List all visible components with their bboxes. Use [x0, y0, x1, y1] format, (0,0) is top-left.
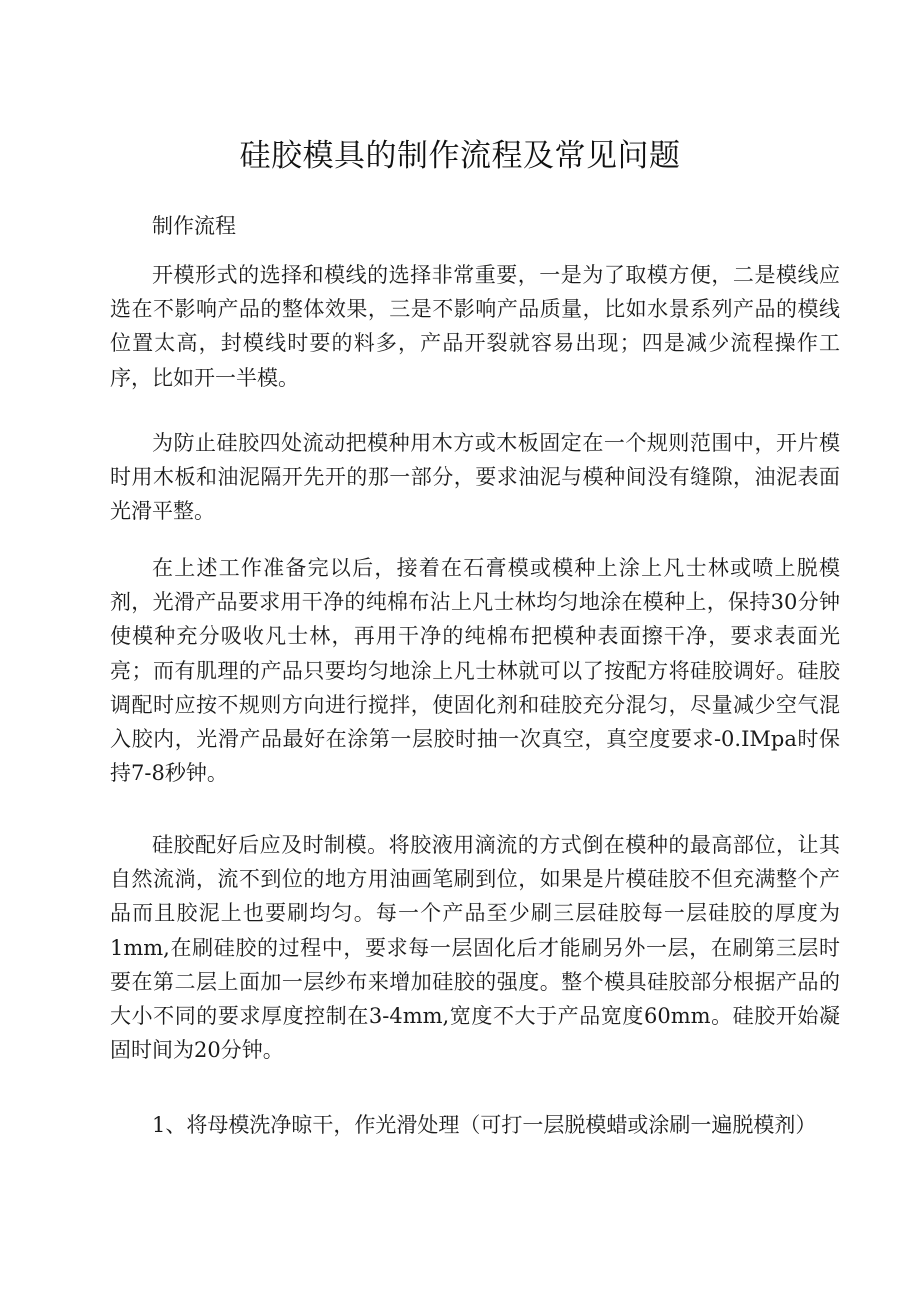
paragraph: 硅胶配好后应及时制模。将胶液用滴流的方式倒在模种的最高部位，让其自然流淌，流不到位的地方用油画笔刷到位，如果是片模硅胶不但充满整个产品而且胶泥上也要刷均匀。每一个产品至少刷三层硅胶每一层硅胶的厚度为1mm,在刷硅胶的过程中，要求每一层固化后才能刷另外一层，在刷第三层时要在第二层上面加一层纱布来增加硅胶的强度。整个模具硅胶部分根据产品的大小不同的要求厚度控制在3-4mm,宽度不大于产品宽度60mm。硅胶开始凝固时间为20分钟。 — [110, 833, 840, 1063]
section-heading: 制作流程 — [152, 214, 236, 238]
document-title: 硅胶模具的制作流程及常见问题 — [239, 138, 681, 174]
paragraph: 在上述工作准备完以后，接着在石膏模或模种上涂上凡士林或喷上脱模剂，光滑产品要求用干净的纯棉布沾上凡士林均匀地涂在模种上，保持30分钟使模种充分吸收凡士林，再用干净的纯棉布把模种表面擦干净，要求表面光亮；而有肌理的产品只要均匀地涂上凡士林就可以了按配方将硅胶调好。硅胶调配时应按不规则方向进行搅拌，使固化剂和硅胶充分混匀，尽量减少空气混入胶内，光滑产品最好在涂第一层胶时抽一次真空，真空度要求-0.IMpa时保持7-8秒钟。 — [110, 556, 840, 786]
paragraph: 1、将母模洗净晾干，作光滑处理（可打一层脱模蜡或涂刷一遍脱模剂） — [152, 1113, 817, 1137]
paragraph: 为防止硅胶四处流动把模种用木方或木板固定在一个规则范围中，开片模时用木板和油泥隔开先开的那一部分，要求油泥与模种间没有缝隙，油泥表面光滑平整。 — [110, 431, 840, 524]
paragraph: 开模形式的选择和模线的选择非常重要，一是为了取模方便，二是模线应选在不影响产品的整体效果，三是不影响产品质量，比如水景系列产品的模线位置太高，封模线时要的料多，产品开裂就容易出现；四是减少流程操作工序，比如开一半模。 — [110, 263, 840, 390]
